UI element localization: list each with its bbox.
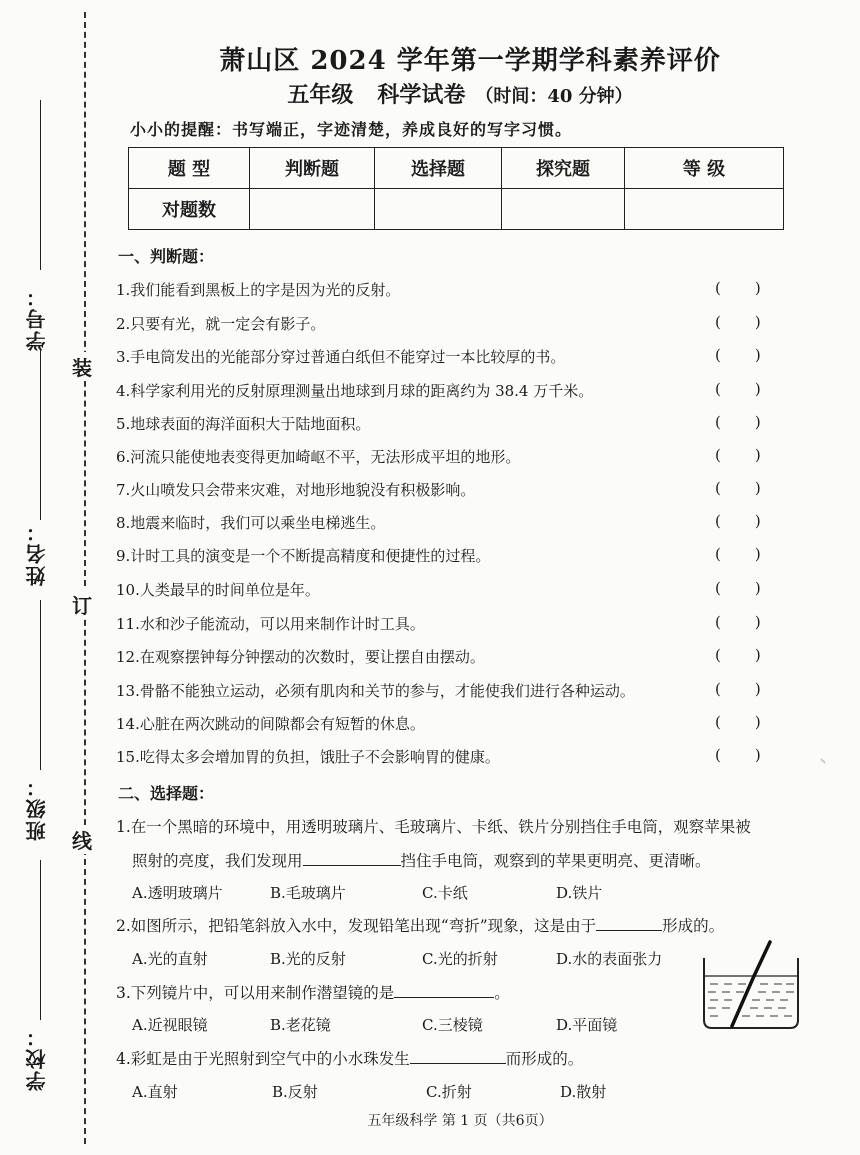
- table-header-cell: 选择题: [375, 148, 502, 189]
- table-row-label: 对题数: [129, 189, 250, 230]
- answer-blank[interactable]: ( ): [715, 579, 761, 597]
- answer-blank[interactable]: ( ): [715, 346, 761, 364]
- tf-question: 2.只要有光，就一定会有影子。: [116, 315, 326, 333]
- option-c[interactable]: C.折射: [426, 1083, 472, 1101]
- table-header-cell: 探究题: [502, 148, 625, 189]
- student-id-write-line: [40, 100, 41, 270]
- mc-question-1-line1: 1.在一个黑暗的环境中，用透明玻璃片、毛玻璃片、卡纸、铁片分别挡住手电筒，观察苹果被: [116, 818, 751, 836]
- page-footer: 五年级科学 第 1 页（共6页）: [367, 1113, 553, 1129]
- answer-blank[interactable]: ( ): [715, 545, 761, 563]
- binding-char-zhuang: 装: [72, 352, 92, 381]
- answer-blank[interactable]: [596, 916, 662, 931]
- section1-title: 一、判断题：: [118, 247, 215, 266]
- option-a[interactable]: A.直射: [132, 1083, 178, 1101]
- option-d[interactable]: D.散射: [560, 1083, 607, 1101]
- answer-blank[interactable]: [394, 983, 494, 998]
- option-c[interactable]: C.光的折射: [422, 950, 498, 968]
- answer-blank[interactable]: ( ): [715, 279, 761, 297]
- table-header-cell: 等 级: [625, 148, 784, 189]
- answer-blank[interactable]: [410, 1049, 506, 1064]
- table-header-cell: 题 型: [129, 148, 250, 189]
- tf-question: 11.水和沙子能流动，可以用来制作计时工具。: [116, 615, 425, 633]
- answer-blank[interactable]: ( ): [715, 646, 761, 664]
- option-d[interactable]: D.平面镜: [556, 1016, 618, 1034]
- tf-question: 10.人类最早的时间单位是年。: [116, 581, 320, 599]
- option-b[interactable]: B.光的反射: [270, 950, 346, 968]
- section2-title: 二、选择题：: [118, 784, 215, 803]
- answer-blank[interactable]: ( ): [715, 713, 761, 731]
- option-d[interactable]: D.铁片: [556, 884, 603, 902]
- exam-title: 萧山区 2024 学年第一学期学科素养评价: [219, 46, 721, 76]
- option-b[interactable]: B.毛玻璃片: [270, 884, 346, 902]
- score-table: [128, 147, 784, 230]
- score-cell-choice[interactable]: [375, 189, 502, 230]
- answer-blank[interactable]: ( ): [715, 746, 761, 764]
- answer-blank[interactable]: ( ): [715, 380, 761, 398]
- tf-question: 8.地震来临时，我们可以乘坐电梯逃生。: [116, 514, 386, 532]
- exam-subtitle: [0, 78, 860, 109]
- class-write-line: [40, 600, 41, 770]
- option-b[interactable]: B.老花镜: [270, 1016, 331, 1034]
- tf-question: 7.火山喷发只会带来灾难，对地形地貌没有积极影响。: [116, 481, 476, 499]
- option-b[interactable]: B.反射: [272, 1083, 318, 1101]
- tf-question: 12.在观察摆钟每分钟摆动的次数时，要让摆自由摆动。: [116, 648, 485, 666]
- option-a[interactable]: A.近视眼镜: [132, 1016, 208, 1034]
- tf-question: 6.河流只能使地表变得更加崎岖不平，无法形成平坦的地形。: [116, 448, 521, 466]
- mc-question-4: 4.彩虹是由于光照射到空气中的小水珠发生 而形成的。: [116, 1050, 584, 1068]
- answer-blank[interactable]: [303, 851, 401, 866]
- answer-blank[interactable]: ( ): [715, 512, 761, 530]
- class-label: 班级：: [25, 775, 49, 841]
- name-label: 姓名：: [25, 520, 49, 586]
- tf-question: 1.我们能看到黑板上的字是因为光的反射。: [116, 281, 401, 299]
- score-cell-inquiry[interactable]: [502, 189, 625, 230]
- tf-question: 13.骨骼不能独立运动，必须有肌肉和关节的参与，才能使我们进行各种运动。: [116, 682, 635, 700]
- tf-question: 5.地球表面的海洋面积大于陆地面积。: [116, 415, 371, 433]
- option-a[interactable]: A.光的直射: [132, 950, 208, 968]
- school-label: 学校：: [25, 1025, 49, 1091]
- reminder-text: 小小的提醒：书写端正，字迹清楚，养成良好的写字习惯。: [130, 120, 573, 139]
- binding-char-xian: 线: [72, 825, 92, 854]
- option-a[interactable]: A.透明玻璃片: [132, 884, 223, 902]
- binding-dashed-line: [84, 12, 86, 1144]
- score-cell-judgment[interactable]: [250, 189, 375, 230]
- answer-blank[interactable]: ( ): [715, 680, 761, 698]
- scan-smudge: [820, 758, 826, 763]
- tf-question: 15.吃得太多会增加胃的负担，饿肚子不会影响胃的健康。: [116, 748, 500, 766]
- score-table-answer-row: [129, 189, 784, 230]
- mc-question-3: 3.下列镜片中，可以用来制作潜望镜的是 。: [116, 984, 510, 1002]
- grade-label: 五年级: [287, 82, 354, 108]
- tf-question: 3.手电筒发出的光能部分穿过普通白纸但不能穿过一本比较厚的书。: [116, 348, 566, 366]
- table-header-cell: 判断题: [250, 148, 375, 189]
- option-c[interactable]: C.卡纸: [422, 884, 468, 902]
- student-id-label: 学号：: [25, 285, 49, 351]
- tf-question: 14.心脏在两次跳动的间隙都会有短暂的休息。: [116, 715, 425, 733]
- answer-blank[interactable]: ( ): [715, 446, 761, 464]
- answer-blank[interactable]: ( ): [715, 479, 761, 497]
- mc-question-1-line2: 照射的亮度，我们发现用 挡住手电筒，观察到的苹果更明亮、更清晰。: [132, 852, 711, 870]
- answer-blank[interactable]: ( ): [715, 313, 761, 331]
- binding-char-ding: 订: [72, 590, 92, 619]
- score-cell-grade[interactable]: [625, 189, 784, 230]
- tf-question: 9.计时工具的演变是一个不断提高精度和便捷性的过程。: [116, 547, 491, 565]
- option-c[interactable]: C.三棱镜: [422, 1016, 483, 1034]
- name-write-line: [40, 350, 41, 520]
- school-write-line: [40, 860, 41, 1020]
- subject-label: 科学试卷: [377, 82, 466, 108]
- option-d[interactable]: D.水的表面张力: [556, 950, 663, 968]
- mc-question-2: 2.如图所示，把铅笔斜放入水中，发现铅笔出现“弯折”现象，这是由于 形成的。: [116, 917, 725, 935]
- answer-blank[interactable]: ( ): [715, 613, 761, 631]
- tf-question: 4.科学家利用光的反射原理测量出地球到月球的距离约为 38.4 万千米。: [116, 382, 594, 400]
- pencil-in-water-beaker-illustration: [698, 938, 804, 1034]
- time-label: （时间：40 分钟）: [475, 86, 633, 107]
- answer-blank[interactable]: ( ): [715, 413, 761, 431]
- score-table-header-row: [129, 148, 784, 189]
